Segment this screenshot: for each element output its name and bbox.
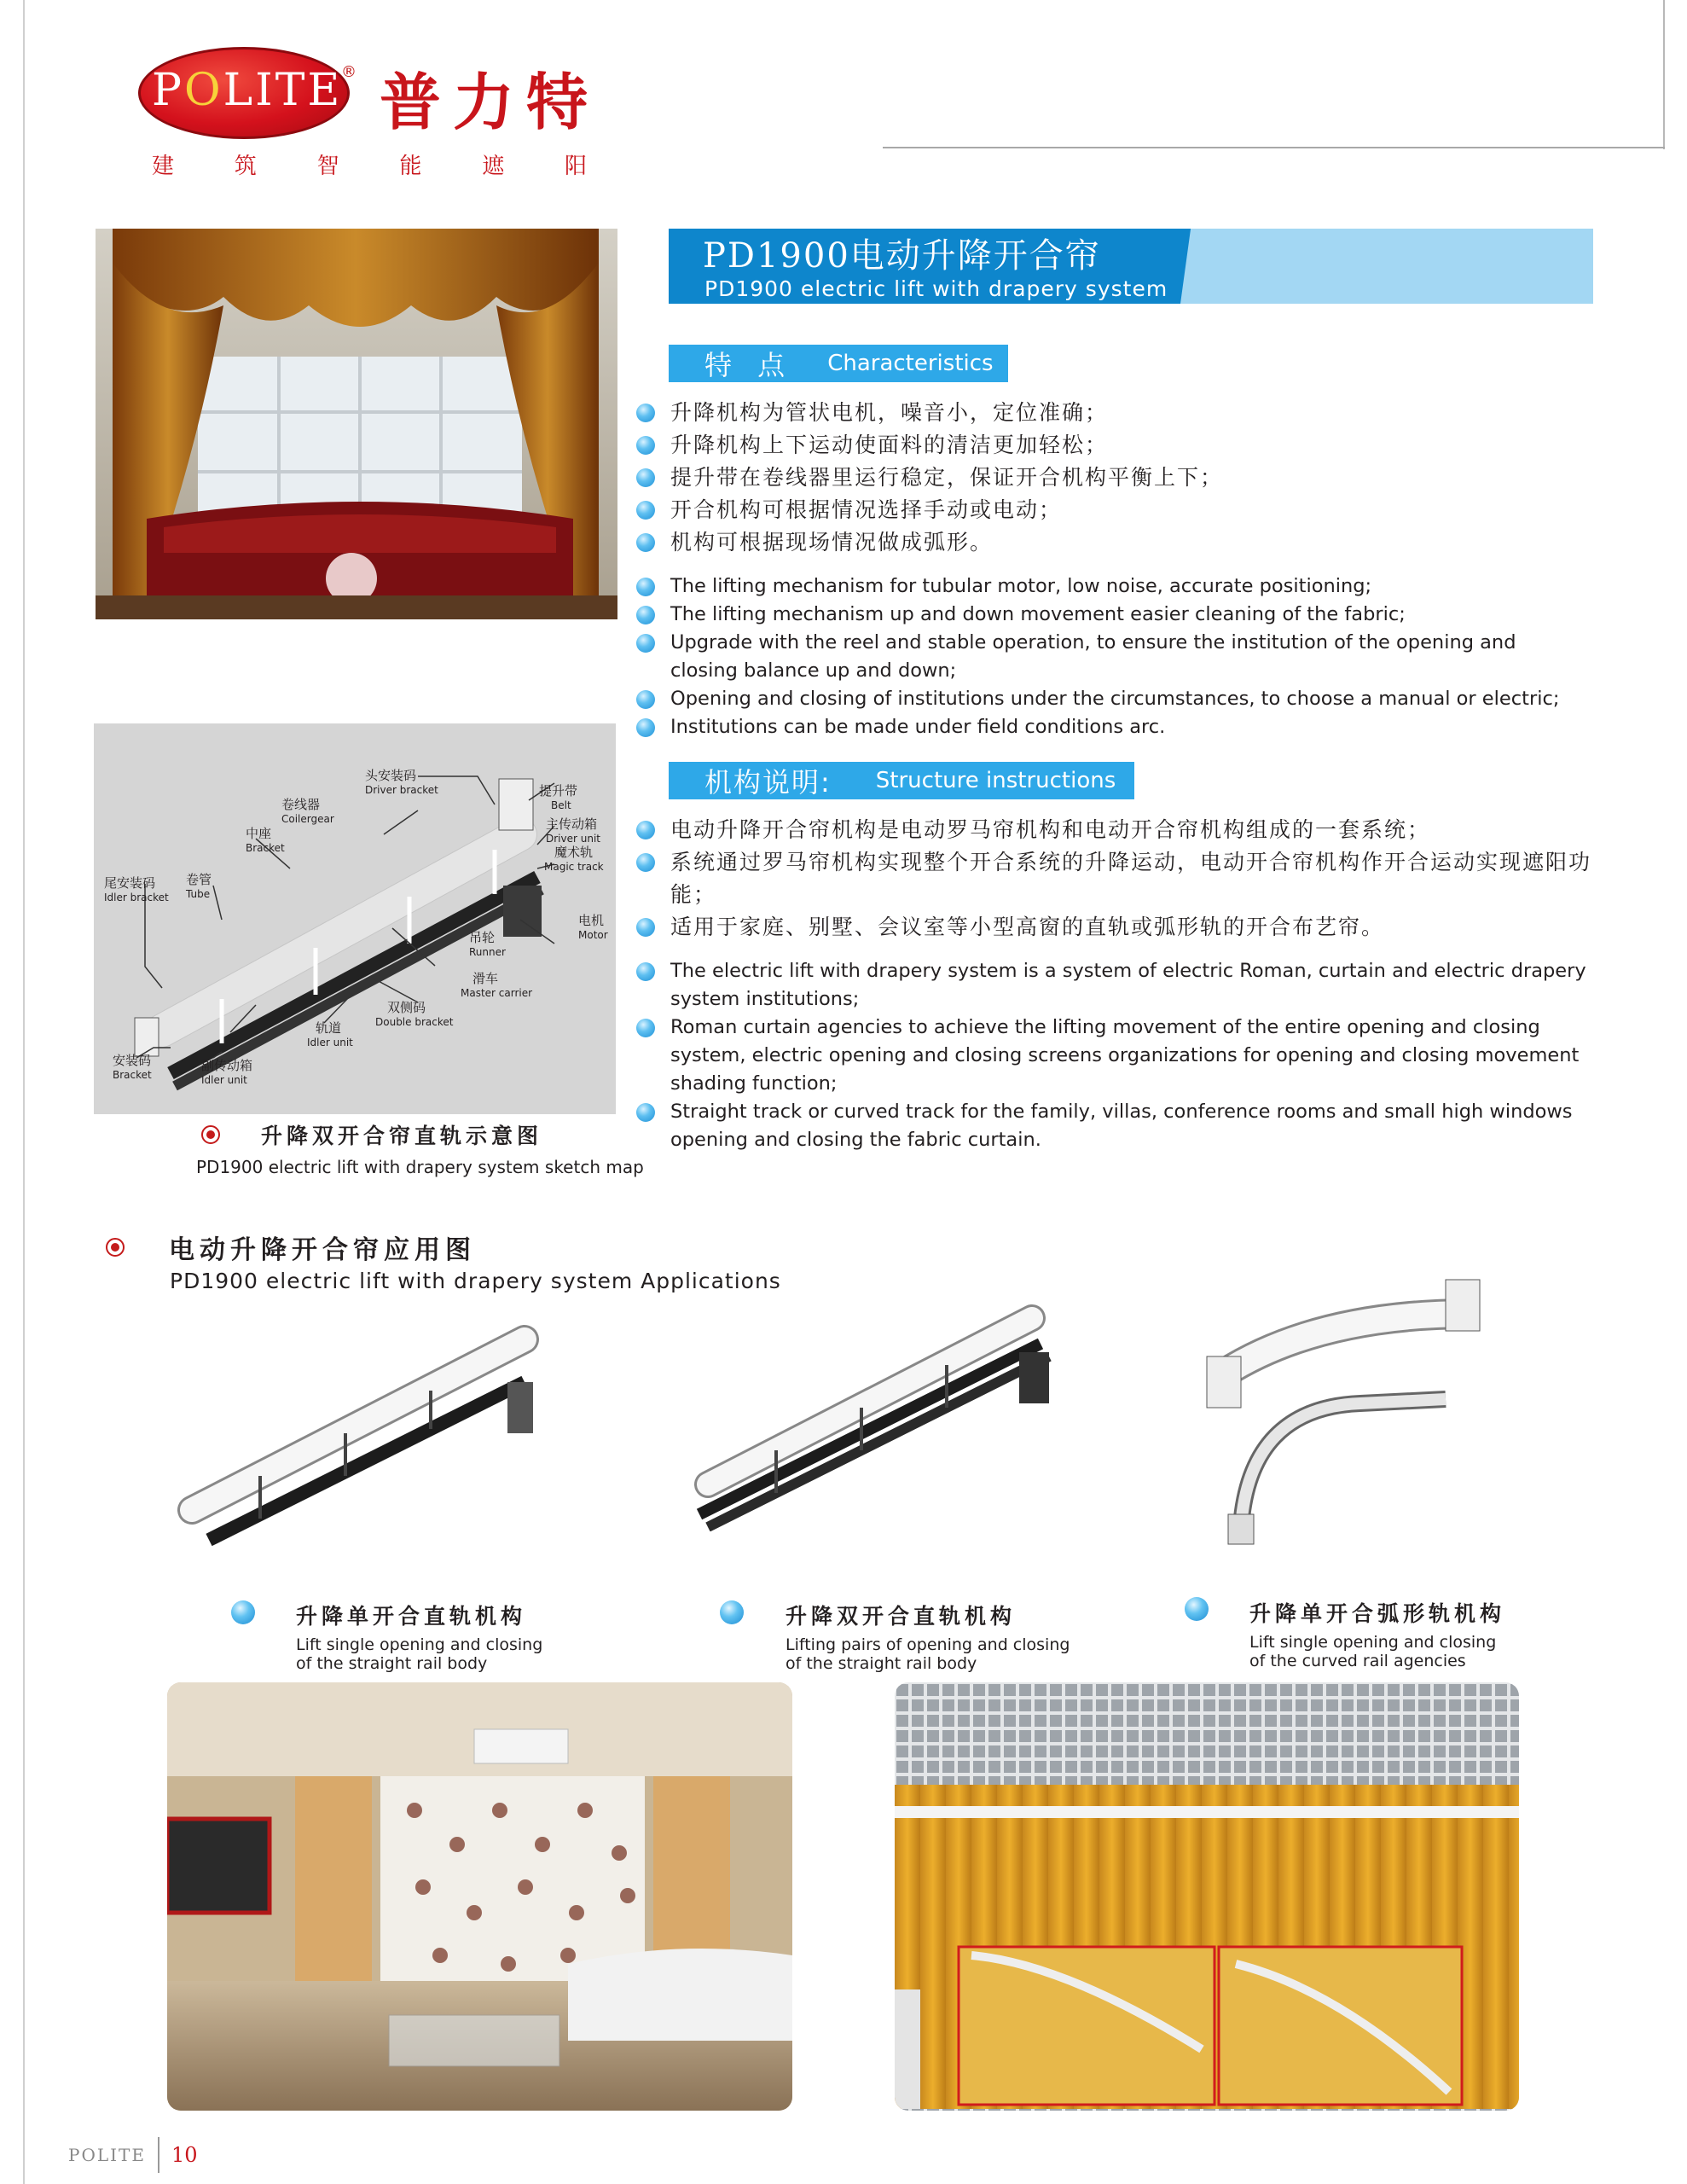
label-bracket-mid: 中座 Bracket <box>246 826 285 854</box>
page-number: 10 <box>171 2143 198 2167</box>
list-item: The lifting mechanism up and down movement easier cleaning of the fabric; <box>635 601 1564 629</box>
label-magic-track: 魔术轨 Magic track <box>544 845 604 873</box>
diagram-caption-cn: 升降双开合帘直轨示意图 <box>261 1124 543 1148</box>
page-right-rule <box>1663 0 1665 149</box>
page-footer <box>68 2137 198 2173</box>
label-double-bracket: 双侧码 Double bracket <box>375 1000 454 1028</box>
label-coilergear: 卷线器 Coilergear <box>281 797 334 825</box>
product-caption-3: 升降单开合弧形轨机构 Lift single opening and closing of the curved rail agencies <box>1249 1601 1506 1670</box>
living-room-sheer-illustration <box>167 1682 792 2111</box>
bullet-icon <box>636 578 655 596</box>
list-item: 系统通过罗马帘机构实现整个开合系统的升降运动，电动开合帘机构作开合运动实现遮阳功能； <box>635 846 1598 911</box>
structure-heading-cn: 机构说明: <box>704 766 832 799</box>
page-title: PD1900电动升降开合帘 <box>703 236 1101 276</box>
product-bullet-icon <box>720 1600 744 1624</box>
list-item: The electric lift with drapery system is a system of electric Roman, curtain and electric drapery system institutions; <box>635 957 1598 1014</box>
structure-cn-list <box>635 814 1598 944</box>
page-left-rule <box>23 0 25 2184</box>
label-runner: 吊轮 Runner <box>469 930 506 958</box>
product-bullet-icon <box>231 1600 255 1624</box>
bullet-icon <box>636 821 655 839</box>
tagline-char: 建 <box>152 154 175 179</box>
application-living-room-photo <box>167 1682 792 2111</box>
list-item: Straight track or curved track for the family, villas, conference rooms and small high windows opening and closing the fabric curtain. <box>635 1098 1598 1154</box>
tagline-char: 遮 <box>482 154 505 179</box>
product-caption-1: 升降单开合直轨机构 Lift single opening and closing of the straight rail body <box>296 1604 543 1673</box>
list-item: 升降机构为管状电机，噪音小，定位准确； <box>635 397 1223 429</box>
footer-brand: POLITE <box>68 2145 146 2165</box>
list-item: Opening and closing of institutions under the circumstances, to choose a manual or electric; <box>635 685 1564 713</box>
diagram-caption-en: PD1900 electric lift with drapery system sketch map <box>196 1157 644 1177</box>
logo-chinese: 普力特 <box>380 66 600 138</box>
bullet-icon <box>636 468 655 487</box>
product-caption-2: 升降双开合直轨机构 Lifting pairs of opening and closing of the straight rail body <box>786 1604 1070 1673</box>
structure-en-list <box>635 957 1598 1154</box>
bullet-icon <box>636 436 655 455</box>
label-track: 轨道 Idler unit <box>307 1020 353 1048</box>
applications-title-en: PD1900 electric lift with drapery system Applications <box>170 1269 781 1293</box>
living-room-photo <box>96 229 617 619</box>
conference-curtain-illustration <box>895 1682 1519 2111</box>
list-item: 适用于家庭、别墅、会议室等小型高窗的直轨或弧形轨的开合布艺帘。 <box>635 911 1598 944</box>
bullet-icon <box>636 404 655 422</box>
list-item: 开合机构可根据情况选择手动或电动； <box>635 494 1223 526</box>
structure-heading <box>669 762 1134 799</box>
bullet-icon <box>636 606 655 624</box>
list-item: 电动升降开合帘机构是电动罗马帘机构和电动开合帘机构组成的一套系统； <box>635 814 1598 846</box>
applications-title-cn: 电动升降开合帘应用图 <box>169 1235 476 1265</box>
characteristics-en-list <box>635 572 1564 741</box>
label-belt: 提升带 Belt <box>539 783 578 811</box>
rail-sketch <box>94 723 616 1114</box>
bullet-icon <box>636 918 655 937</box>
logo-text: POLITE <box>152 65 343 116</box>
bullet-icon <box>636 1103 655 1122</box>
product-bullet-icon <box>1185 1597 1209 1621</box>
list-item: 升降机构上下运动使面料的清洁更加轻松； <box>635 429 1223 462</box>
product-single-straight <box>166 1301 554 1557</box>
living-room-illustration <box>96 229 617 619</box>
bullet-icon <box>636 690 655 709</box>
bullet-icon <box>636 718 655 737</box>
title-bar-accent <box>1180 229 1593 304</box>
tagline-char: 能 <box>399 154 422 179</box>
structure-heading-en: Structure instructions <box>875 768 1116 793</box>
tagline-char: 智 <box>316 154 339 179</box>
list-item: Roman curtain agencies to achieve the lifting movement of the entire opening and closing system, electric opening and closing screens organizations for opening and closing movement shading function; <box>635 1014 1598 1098</box>
list-item: Institutions can be made under field conditions arc. <box>635 713 1564 741</box>
bullet-icon <box>636 533 655 552</box>
characteristics-cn-list <box>635 397 1223 559</box>
structure-diagram <box>94 723 616 1114</box>
label-idler-bracket: 尾安装码 Idler bracket <box>104 875 169 903</box>
characteristics-heading <box>669 345 1008 382</box>
applications-bullet-icon <box>106 1238 125 1257</box>
label-driver-unit: 主传动箱 Driver unit <box>546 816 600 845</box>
label-driver-bracket: 头安装码 Driver bracket <box>365 768 438 796</box>
tagline-char: 阳 <box>564 154 587 179</box>
bullet-icon <box>636 634 655 653</box>
characteristics-heading-en: Characteristics <box>827 351 994 376</box>
registered-icon: ® <box>341 63 357 81</box>
header-rule <box>883 147 1665 148</box>
list-item: The lifting mechanism for tubular motor, low noise, accurate positioning; <box>635 572 1564 601</box>
bullet-icon <box>636 1019 655 1037</box>
brand-tagline <box>152 148 587 180</box>
list-item: 机构可根据现场情况做成弧形。 <box>635 526 1223 559</box>
label-master-carrier: 滑车 Master carrier <box>461 971 533 999</box>
caption-bullet-icon <box>201 1125 220 1144</box>
bullet-icon <box>636 853 655 872</box>
product-curved-rail <box>1190 1263 1497 1553</box>
application-conference-photo <box>895 1682 1519 2111</box>
tagline-char: 筑 <box>234 154 257 179</box>
label-motor: 电机 Motor <box>578 913 608 941</box>
product-double-straight <box>682 1284 1058 1531</box>
label-tube: 卷管 Tube <box>186 872 212 900</box>
footer-divider <box>158 2137 159 2173</box>
label-idler-unit: 副传动箱 Idler unit <box>201 1058 253 1086</box>
list-item: Upgrade with the reel and stable operation, to ensure the institution of the opening and closing balance up and down; <box>635 629 1564 685</box>
page-subtitle: PD1900 electric lift with drapery system <box>704 276 1168 301</box>
list-item: 提升带在卷线器里运行稳定，保证开合机构平衡上下； <box>635 462 1223 494</box>
bullet-icon <box>636 501 655 520</box>
characteristics-heading-cn: 特 点 <box>704 349 794 381</box>
label-bracket: 安装码 Bracket <box>113 1053 152 1081</box>
bullet-icon <box>636 962 655 981</box>
